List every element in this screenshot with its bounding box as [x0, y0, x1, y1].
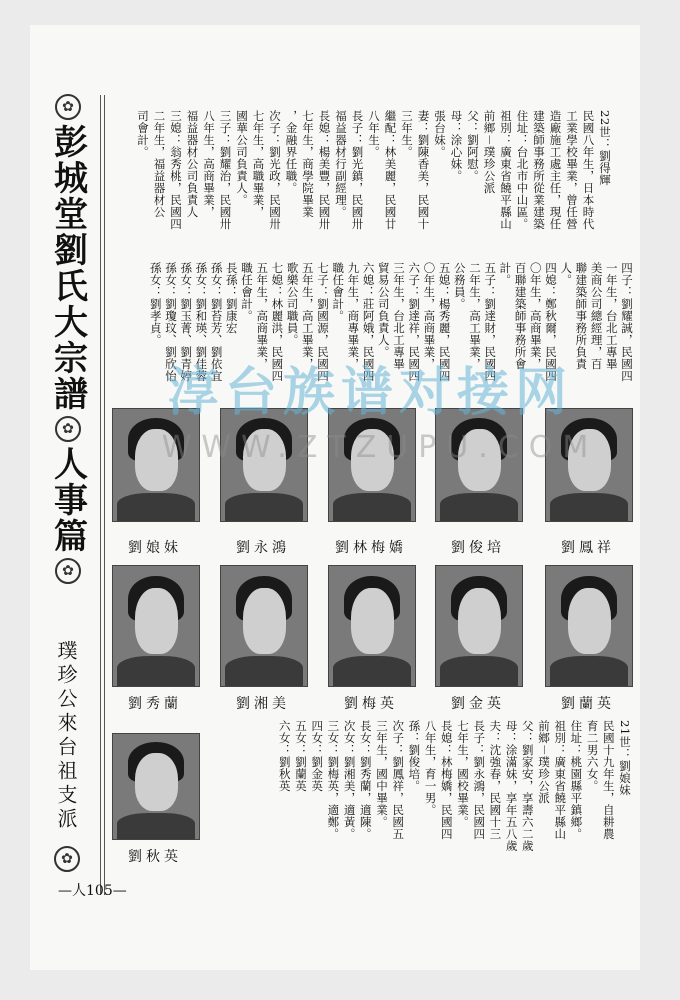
text-column: 百聯建築師事務所會	[513, 262, 528, 370]
photo-caption: 劉金英	[451, 696, 505, 712]
portrait-shoulders	[117, 656, 194, 686]
text-column: 三媳：翁秀桃，民國四	[169, 110, 183, 230]
portrait-shoulders	[440, 656, 517, 686]
text-column: 福益器材公司負責人	[185, 110, 200, 218]
text-column: 妻：劉陳香美，民國十	[416, 110, 431, 230]
text-column: 民國十九年生，自耕農	[601, 720, 616, 840]
text-column: 三子：劉耀治，民國卅	[218, 110, 233, 230]
text-column: 國華公司負責人。	[235, 110, 249, 206]
branch-subtitle: 璞珍公來台祖支派	[54, 640, 78, 832]
text-column: 父：劉阿慰。	[466, 110, 480, 182]
portrait-face	[458, 588, 501, 654]
photo-caption: 劉娘妹	[128, 540, 182, 556]
text-column: 九年生，商專畢業，	[346, 262, 361, 370]
portrait-photo	[435, 408, 523, 522]
portrait-photo	[112, 408, 200, 522]
portrait-shoulders	[333, 493, 410, 521]
text-column: 張台妹。	[433, 110, 447, 158]
text-column: 三年生，台北工專畢	[392, 262, 406, 370]
portrait-photo	[220, 408, 308, 522]
portrait-shoulders	[117, 813, 194, 839]
text-column: 繼配：林美麗，民國廿	[383, 110, 398, 230]
photo-caption: 劉俊培	[451, 540, 505, 556]
text-column: 前鄉－璞珍公派	[482, 110, 497, 194]
text-column: 母：涂心妹。	[449, 110, 464, 182]
text-column: 祖別：廣東省饒平縣山	[553, 720, 568, 840]
text-column: 七年生，商學院畢業	[301, 110, 315, 218]
text-column: 五女：劉蘭英	[294, 720, 308, 792]
flower-icon: ✿	[54, 846, 80, 872]
text-column: 孫女：劉和瑛、劉佳蓉	[194, 262, 209, 382]
text-column: 計。	[498, 262, 513, 286]
text-column: 長媳：林梅嬌，民國四	[439, 720, 454, 840]
portrait-shoulders	[440, 493, 517, 521]
text-column: 二年生，高工畢業，	[468, 262, 482, 370]
text-column: 造廠施工處主任，現任	[548, 110, 563, 230]
text-column: 22世：劉得輝	[598, 110, 612, 186]
portrait-face	[135, 753, 178, 811]
text-column: 八年生，育一男。	[423, 720, 438, 816]
portrait-face	[568, 588, 611, 654]
portrait-photo	[545, 408, 633, 522]
text-column: 〇年生，高商畢業，	[422, 262, 437, 370]
text-column: 孫女：劉苔芳、劉依宜	[209, 262, 224, 382]
watermark-text: 淳台族谱对接网	[166, 363, 573, 423]
portrait-face	[351, 588, 394, 654]
portrait-shoulders	[550, 493, 627, 521]
photo-caption: 劉蘭英	[561, 696, 615, 712]
text-column: 八年生，高商畢業，	[202, 110, 216, 218]
book-title: 彭城堂劉氏大宗譜	[47, 124, 88, 412]
flower-icon: ✿	[55, 558, 81, 584]
text-column: 母：涂滿妹，享年五八歲	[504, 720, 519, 852]
text-column: 貿易公司負責人。	[376, 262, 391, 358]
portrait-shoulders	[550, 656, 627, 686]
portrait-shoulders	[225, 656, 302, 686]
text-column: 六女：劉秋英	[277, 720, 292, 792]
portrait-photo	[112, 733, 200, 840]
portrait-photo	[545, 565, 633, 687]
text-column: 次子：劉光政，民國卅	[268, 110, 282, 230]
divider-line	[100, 95, 101, 895]
text-column: 美商公司總經理，百	[589, 262, 604, 370]
text-column: 六媳：莊阿娥，民國四	[361, 262, 376, 382]
portrait-face	[243, 588, 286, 654]
section-title: 人事篇	[47, 446, 88, 554]
text-column: 司會計。	[136, 110, 150, 158]
portrait-shoulders	[225, 493, 302, 521]
text-column: 民國八年生，日本時代	[581, 110, 596, 230]
text-column: 聯建築師事務所負責	[574, 262, 589, 370]
text-column: ，金融界任職。	[284, 110, 299, 194]
divider-line	[104, 95, 105, 895]
portrait-photo	[112, 565, 200, 687]
photo-caption: 劉永鴻	[236, 540, 290, 556]
portrait-photo	[328, 408, 416, 522]
text-column: 七媳：林麗洪，民國四	[270, 262, 285, 382]
text-column: 七年生，國校畢業。	[456, 720, 470, 828]
text-column: 歌樂公司職員。	[285, 262, 300, 346]
text-column: 前鄉－璞珍公派	[537, 720, 551, 804]
text-column: 五年生，高商畢業，	[255, 262, 270, 370]
text-column: 21世：劉娘妹	[618, 720, 632, 796]
text-column: 五子：劉達財，民國四	[483, 262, 498, 382]
portrait-photo	[435, 565, 523, 687]
portrait-shoulders	[117, 493, 194, 521]
photo-caption: 劉林梅嬌	[335, 540, 407, 556]
text-column: 長孫：劉康宏	[224, 262, 239, 334]
text-column: 長子：劉永鴻，民國四	[472, 720, 487, 840]
text-column: 長子：劉光鎮，民國卅	[350, 110, 365, 230]
text-column: 育二男六女。	[585, 720, 600, 792]
photo-caption: 劉秋英	[128, 849, 182, 865]
portrait-face	[135, 588, 178, 654]
text-column: 工業學校畢業，曾任營	[565, 110, 579, 230]
text-column: 五年生，高工畢業，	[300, 262, 315, 370]
text-column: 二年生，福益器材公	[152, 110, 167, 218]
text-column: 職任會計。	[331, 262, 346, 322]
text-column: 四媳：鄭秋爾，民國四	[544, 262, 558, 382]
text-column: 祖別：廣東省饒平縣山	[499, 110, 513, 230]
text-column: 三女：劉梅英，適鄭。	[326, 720, 341, 840]
text-column: 孫：劉俊培。	[407, 720, 422, 792]
flower-icon: ✿	[55, 416, 81, 442]
text-column: 福益器材行副經理。	[334, 110, 348, 218]
photo-caption: 劉鳳祥	[561, 540, 615, 556]
text-column: 住址：台北市中山區。	[515, 110, 530, 230]
text-column: 四女：劉金英	[310, 720, 325, 792]
text-column: 人。	[559, 262, 574, 286]
text-column: 〇年生，高商畢業，	[528, 262, 543, 370]
text-column: 長女：劉秀蘭，適陳。	[358, 720, 373, 840]
portrait-photo	[220, 565, 308, 687]
text-column: 八年生。	[367, 110, 381, 158]
watermark-url: WWW.ZTZUPU.COM	[161, 430, 599, 465]
text-column: 孫女：劉玉菁、劉青婷	[179, 262, 194, 382]
text-column: 次子：劉鳳祥，民國五	[391, 720, 406, 840]
photo-caption: 劉秀蘭	[128, 696, 182, 712]
text-column: 三年生。	[400, 110, 414, 158]
text-column: 孫女：劉瓊玟、劉欣怡	[164, 262, 178, 382]
title-column	[38, 90, 98, 588]
portrait-shoulders	[333, 656, 410, 686]
text-column: 父：劉家安，享壽六二歲	[520, 720, 535, 852]
text-column: 六子：劉達祥，民國四	[407, 262, 422, 382]
text-column: 七年生，高職畢業，	[251, 110, 266, 218]
flower-icon: ✿	[55, 94, 81, 120]
text-column: 公務員。	[452, 262, 467, 310]
text-column: 職任會計。	[240, 262, 254, 322]
page-number: —人105—	[58, 883, 127, 899]
text-column: 長媳：楊美豐，民國卅	[317, 110, 332, 230]
text-column: 五媳：楊秀麗，民國四	[437, 262, 452, 382]
photo-caption: 劉梅英	[344, 696, 398, 712]
text-column: 三年生，國中畢業。	[375, 720, 389, 828]
text-column: 四子：劉耀誠，民國四	[620, 262, 634, 382]
photo-caption: 劉湘美	[236, 696, 290, 712]
text-column: 七子：劉國源，民國四	[316, 262, 330, 382]
text-column: 一年生，台北工專畢	[604, 262, 619, 370]
text-column: 夫：沈強春，民國十三	[488, 720, 503, 840]
text-column: 孫女：劉孝貞。	[148, 262, 163, 346]
text-column: 建築師事務所從業建築	[532, 110, 546, 230]
text-column: 住址：桃園縣平鎮鄉。	[569, 720, 584, 840]
portrait-photo	[328, 565, 416, 687]
text-column: 次女：劉湘美，適黃。	[342, 720, 357, 840]
